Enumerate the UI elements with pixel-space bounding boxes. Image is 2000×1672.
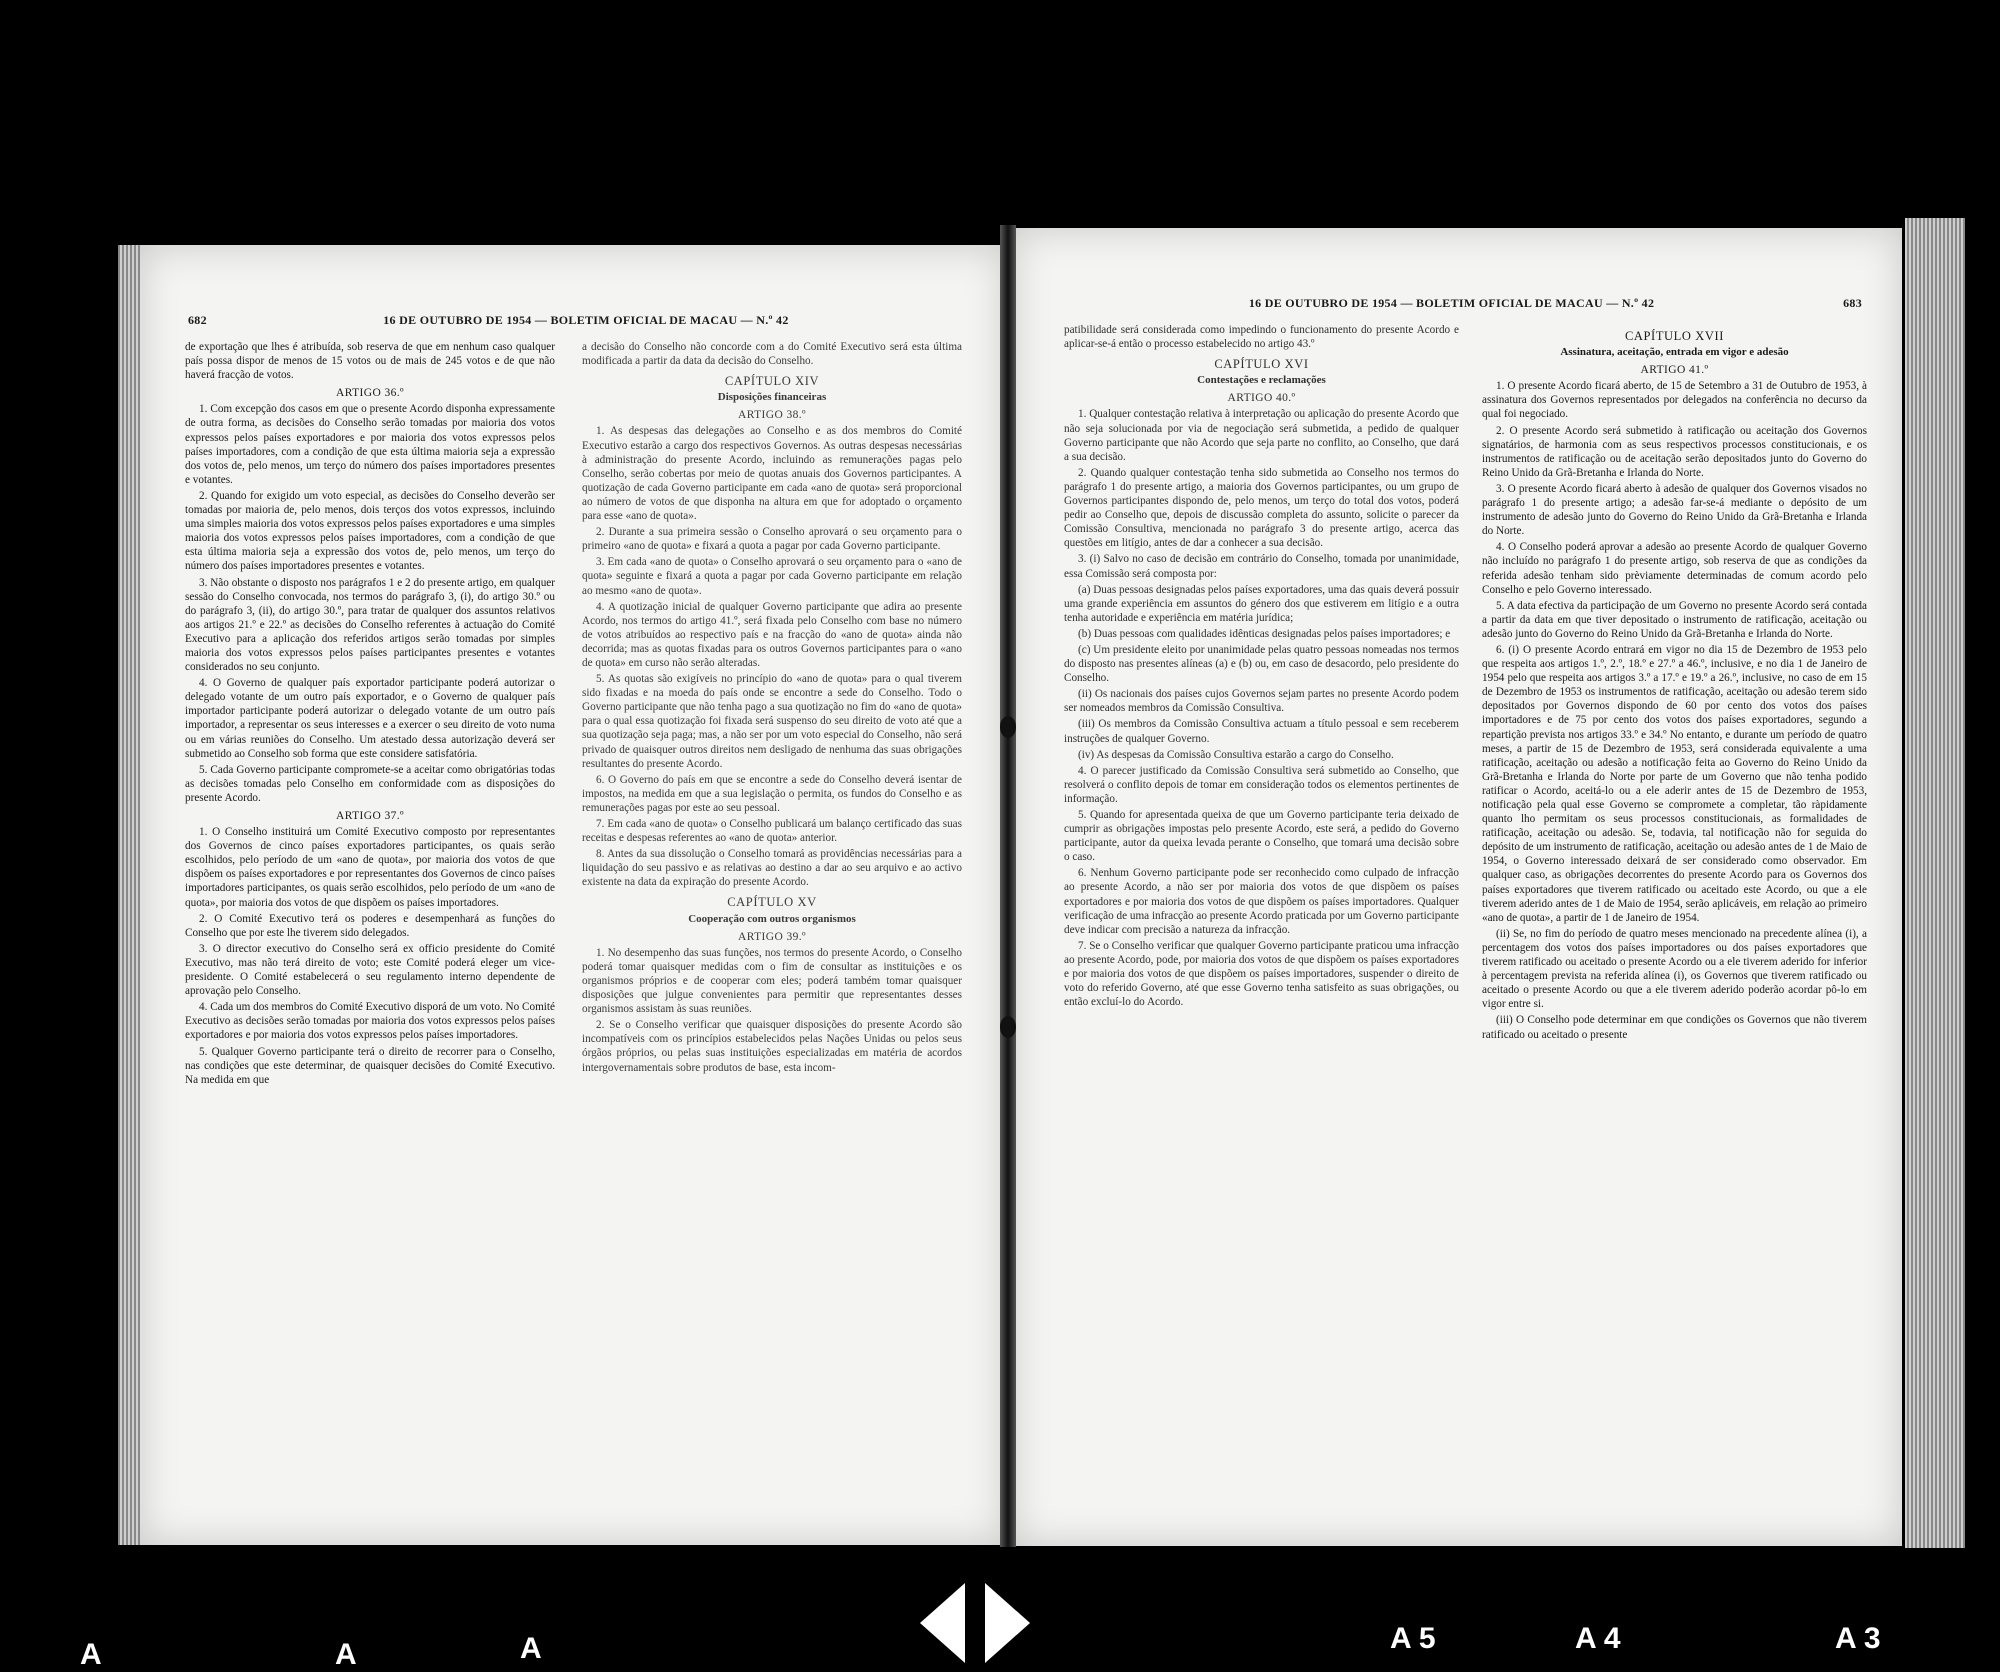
paragraph: 1. No desempenho das suas funções, nos termos do presente Acordo, o Conselho poderá tomar quaisquer medidas com o fim de consultar as instituições e os organismos próprios e de cooperar com eles; poderá também tomar quaisquer disposições que julgue convenientes para permitir que representantes desses organismos assistam às suas reuniões. <box>582 946 962 1016</box>
left-page-running-title: 16 DE OUTUBRO DE 1954 — BOLETIM OFICIAL DE MACAU — N.º 42 <box>383 313 789 327</box>
film-mark: A <box>335 1638 357 1671</box>
paragraph: 2. Quando for exigido um voto especial, as decisões do Conselho deverão ser tomadas por maioria de, pelo menos, dois terços dos votos expressos, incluindo uma simples maioria dos votos expressos pelos países exportadores e uma simples maioria dos votos expressos pelos países importadores, com a condição de que esta última maioria seja a expressão dos votos de, pelo menos, um terço do número dos países importadores presentes e votantes. <box>185 489 555 573</box>
paragraph: 3. Em cada «ano de quota» o Conselho aprovará o seu orçamento para o «ano de quota» seguinte e fixará a quota a pagar por cada Governo participante em relação ao mesmo «ano de quota». <box>582 556 962 597</box>
paragraph: 4. O Conselho poderá aprovar a adesão ao presente Acordo de qualquer Governo não incluído no parágrafo 1 do presente artigo, sob reserva de que as condições da referida adesão tenham sido prèviamente determinadas de comum acordo pelo Conselho e pelo Governo interessado. <box>1482 541 1867 596</box>
paragraph: a decisão do Conselho não concorde com a do Comité Executivo será esta última modificada a partir da data da decisão do Conselho. <box>582 341 962 368</box>
paragraph: 3. (i) Salvo no caso de decisão em contrário do Conselho, tomada por unanimidade, essa Comissão será composta por: <box>1064 553 1459 580</box>
paragraph: 1. As despesas das delegações ao Conselho e as dos membros do Comité Executivo estarão a cargo dos respectivos Governos. As outras despesas necessárias à administração do presente Acordo, incluindo as remunerações pagas pelo Conselho, serão cobertas por meio de quotas anuais dos Governos participantes. A quotização de cada Governo participante em cada «ano de quota» será proporcional ao número de votos de que disponha na altura em que for adoptado o orçamento para esse «ano de quota». <box>582 425 962 523</box>
paragraph: 4. A quotização inicial de qualquer Governo participante que adira ao presente Acordo, nos termos do artigo 41.º, será fixada pelo Conselho com base no número de votos atribuídos ao respectivo país e na fracção do «ano de quota» ainda não decorrida; mas as quotas fixadas para os outros Governos participantes para o «ano de quota» em curso não serão alteradas. <box>582 600 962 669</box>
film-mark: A <box>80 1638 102 1671</box>
paragraph: 6. Nenhum Governo participante pode ser reconhecido como culpado de infracção ao presente Acordo, a não ser por maioria dos votos de que dispõem os países exportadores e por maioria dos votos de que dispõem os países importadores. Qualquer verificação de uma infracção ao presente Acordo praticada por um Governo participante deve indicar com precisão a natureza da infracção. <box>1064 867 1459 936</box>
paragraph: 7. Se o Conselho verificar que qualquer Governo participante praticou uma infracção ao presente Acordo, pode, por maioria dos votos de que dispõem os países exportadores e por maioria dos votos de que dispõem os países importadores, suspender o direito de voto do referido Governo, até que esse Governo tenha satisfeito as suas obrigações, ou então excluí-lo do Acordo. <box>1064 939 1459 1009</box>
paragraph: 5. Cada Governo participante compromete-se a aceitar como obrigatórias todas as decisões tomadas pelo Conselho em conformidade com as disposições do presente Acordo. <box>185 763 555 804</box>
paragraph: 8. Antes da sua dissolução o Conselho tomará as providências necessárias para a liquidação do seu passivo e as relativas ao destino a dar ao seu arquivo e ao activo existente na data da expiração do presente Acordo. <box>582 848 962 889</box>
paragraph: 4. Cada um dos membros do Comité Executivo disporá de um voto. No Comité Executivo as decisões serão tomadas por maioria dos votos expressos pelos países exportadores e por maioria dos votos expressos pelos países importadores. <box>185 1001 555 1042</box>
paragraph: 2. O presente Acordo será submetido à ratificação ou aceitação dos Governos signatários, de harmonia com as seus respectivos processos constitucionais, e os instrumentos de ratificação ou de aceitação serão depositados junto do Governo do Reino Unido da Grã-Bretanha e Irlanda do Norte. <box>1482 424 1867 479</box>
chapter-subheading: Cooperação com outros organismos <box>688 912 856 925</box>
paragraph: 5. Quando for apresentada queixa de que um Governo participante teria deixado de cumprir as obrigações impostas pelo presente Acordo, este será, a pedido do Governo participante, autor da queixa levada perante o Conselho, que tomará uma decisão sobre o caso. <box>1064 809 1459 864</box>
chapter-heading: CAPÍTULO XV <box>727 895 817 910</box>
left-page-header <box>188 313 965 328</box>
paragraph: 2. Durante a sua primeira sessão o Conselho aprovará o seu orçamento para o primeiro «ano de quota» e fixará a quota a pagar por cada Governo participante. <box>582 526 962 553</box>
chapter-heading: CAPÍTULO XIV <box>724 374 820 389</box>
paragraph: 3. Não obstante o disposto nos parágrafos 1 e 2 do presente artigo, em qualquer sessão do Conselho convocada, nos termos do parágrafo 3, (i), do artigo 30.º ou do parágrafo 3, (ii), do artigo 30.º, para tratar de qualquer dos assuntos relativos aos artigos 21.º e 22.º as decisões do Conselho referentes à actuação do Comité Executivo para a aplicação dos referidos artigos serão tomadas por simples maioria dos votos expressos pelos países participantes presentes e votantes considerados no seu conjunto. <box>185 576 555 674</box>
paragraph: 1. O presente Acordo ficará aberto, de 15 de Setembro a 31 de Outubro de 1953, à assinatura dos Governos representados por delegados na conferência no decurso da qual foi negociado. <box>1482 380 1867 421</box>
film-frame-arrow-left-icon <box>920 1583 965 1663</box>
paragraph: (c) Um presidente eleito por unanimidade pelas quatro pessoas nomeadas nos termos do disposto nas presentes alíneas (a) e (b) ou, em caso de desacordo, pelo presidente do Conselho. <box>1064 643 1459 685</box>
paragraph: 2. Se o Conselho verificar que quaisquer disposições do presente Acordo são incompatíveis com os princípios estabelecidos pelas Nações Unidas ou pelos seus órgãos próprios, ou pelas suas instituições especializadas em matéria de acordos intergovernamentais sobre produtos de base, esta incom- <box>582 1019 962 1074</box>
film-mark: A 5 <box>1390 1622 1436 1655</box>
paragraph: 1. O Conselho instituirá um Comité Executivo composto por representantes dos Governos de cinco países exportadores participantes, os quais serão escolhidos, pelo período de um «ano de quota», por maioria dos votos de que dispõem os países exportadores e por representantes dos Governos de cinco países importadores participantes, os quais serão escolhidos, pelo período de um «ano de quota», por maioria dos votos de que dispõem os países importadores. <box>185 826 555 909</box>
paragraph: 1. Qualquer contestação relativa à interpretação ou aplicação do presente Acordo que não seja solucionada por via de negociação será submetida, a pedido de qualquer Governo participante que não Acordo que seja parte no conflito, ao Conselho, que dará a sua decisão. <box>1064 408 1459 463</box>
paragraph: 4. O Governo de qualquer país exportador participante poderá autorizar o delegado votante de um outro país exportador, e o Governo de qualquer país importador participante poderá autorizar o delegado votante de um outro país importador, a representar os seus interesses e a exercer o seu direito de voto numa ou em várias reuniões do Conselho. Um atestado dessa autorização deverá ser submetido ao Conselho sob forma que este considere satisfatória. <box>185 677 555 760</box>
paragraph: (b) Duas pessoas com qualidades idênticas designadas pelos países importadores; e <box>1078 627 1451 640</box>
article-heading: ARTIGO 39.º <box>738 930 806 943</box>
book-gutter <box>1000 225 1016 1547</box>
paragraph: 3. O presente Acordo ficará aberto à adesão de qualquer dos Governos visados no parágrafo 1 do presente artigo; a adesão far-se-á mediante o depósito de um instrumento de adesão junto do Governo do Reino Unido da Grã-Bretanha e Irlanda do Norte. <box>1482 482 1867 538</box>
article-heading: ARTIGO 41.º <box>1640 364 1709 377</box>
paragraph: 2. O Comité Executivo terá os poderes e desempenhará as funções do Conselho que por este lhe tiverem sido delegados. <box>185 912 555 939</box>
paragraph: 7. Em cada «ano de quota» o Conselho publicará um balanço certificado das suas receitas e despesas referentes ao «ano de quota» anterior. <box>582 818 962 845</box>
article-heading: ARTIGO 38.º <box>738 409 806 422</box>
paragraph: (a) Duas pessoas designadas pelos países exportadores, uma das quais deverá possuir uma grande experiência em assuntos do género dos que estiverem em litígio e a outra tenha autoridade e experiência em matéria jurídica; <box>1064 583 1459 624</box>
binding-hole <box>1000 716 1016 738</box>
article-heading: ARTIGO 40.º <box>1227 392 1296 405</box>
paragraph: 1. Com excepção dos casos em que o presente Acordo disponha expressamente de outra forma, as decisões do Conselho serão tomadas por maioria dos votos expressos pelos países exportadores e por maioria dos votos expressos pelos países importadores, com a condição de que esta última maioria seja a expressão dos votos de, pelo menos, um terço do número dos países importadores presentes e votantes. <box>185 403 555 486</box>
paragraph: 5. A data efectiva da participação de um Governo no presente Acordo será contada a partir da data em que tiver depositado o instrumento de ratificação, aceitação ou adesão junto do Governo do Reino Unido da Grã-Bretanha e Irlanda do Norte. <box>1482 599 1867 640</box>
paragraph: 6. O Governo do país em que se encontre a sede do Conselho deverá isentar de impostos, na medida em que a sua legislação o permita, os fundos do Conselho e as remunerações pagas por este ao seu pessoal. <box>582 773 962 814</box>
chapter-subheading: Disposições financeiras <box>717 391 827 404</box>
paragraph: 6. (i) O presente Acordo entrará em vigor no dia 15 de Dezembro de 1953 pelo que respeita aos artigos 1.º, 2.º, 18.º e 27.º a 46.º, inclusive, e no dia 1 de Janeiro de 1954 pelo que respeita aos artigos 3.º a 17.º e 19.º a 26.º, inclusive, no caso de em 15 de Dezembro de 1953 os instrumentos de ratificação, aceitação ou adesão terem sido depositados por Governos dispondo de 60 por cento dos votos dos países importadores e de 75 por cento dos votos dos países exportadores, segundo a repartição prevista nos artigos 33.º e 34.º No entanto, e durante um período de quatro meses, a partir de 15 de Dezembro de 1953, será considerada equivalente a uma ratificação, aceitação ou adesão a notificação feita ao Governo do Reino Unido da Grã-Bretanha e Irlanda do Norte por parte de um Governo que não tenha podido ratificar o Acordo, aceitá-lo ou a ele aderir antes de 15 de Dezembro de 1953, notificação pela qual esse Governo se compromete a completar, tão ràpidamente quanto lho permitam os seus processos constitucionais, as formalidades de ratificação, aceitação ou adesão. Se, todavia, tal notificação não for seguida do depósito de um instrumento de ratificação, aceitação ou adesão antes de 1 de Maio de 1954, o Governo interessado deixará de ser considerado como observador. Em qualquer caso, as obrigações decorrentes do presente Acordo para os Governos dos países exportadores que tiverem ratificado ou aceitado este Acordo, ou que a ele tiverem aderido antes de 1 de Maio de 1954, serão aplicáveis, em relação ao primeiro «ano de quota», a partir de 1 de Janeiro de 1954. <box>1482 643 1867 924</box>
right-page-running-title: 16 DE OUTUBRO DE 1954 — BOLETIM OFICIAL DE MACAU — N.º 42 <box>1248 296 1655 310</box>
right-page-number: 683 <box>1843 296 1862 310</box>
left-page-column-1 <box>185 340 555 1089</box>
paragraph: (ii) Se, no fim do período de quatro meses mencionado na precedente alínea (i), a percentagem dos votos dos países importadores ou dos países exportadores que tiverem ratificado ou aceitado o presente Acordo ou a ele tiverem aderido for inferior à percentagem prevista na referida alínea (i), os Governos que tiverem ratificado ou aceitado o presente Acordo ou que a ele tiverem aderido poderão acordar pô-lo em vigor entre si. <box>1482 927 1867 1011</box>
book-left-page-edges <box>118 245 142 1545</box>
right-page-column-2 <box>1482 323 1867 1044</box>
right-page-column-1 <box>1064 323 1459 1011</box>
right-page-header <box>1060 296 1862 311</box>
paragraph: de exportação que lhes é atribuída, sob reserva de que em nenhum caso qualquer país possa dispor de menos de 15 votos ou de mais de 245 votos e de que não haverá fracção de votos. <box>185 341 555 382</box>
film-mark: A 4 <box>1575 1622 1621 1655</box>
article-heading: ARTIGO 37.º <box>336 810 404 822</box>
paragraph: 5. As quotas são exigíveis no princípio do «ano de quota» para o qual tiverem sido fixadas e na moeda do país onde se encontre a sede do Conselho. Todo o Governo participante que não tenha pago a sua quotização no fim do «ano de quota» para o qual essa quotização foi fixada será suspenso do seu direito de voto até que a sua quotização seja paga; mas, a não ser por um voto especial do Conselho, não será privado de quaisquer outros direitos nem desligado de nenhuma das suas obrigações resultantes do presente Acordo. <box>582 673 962 770</box>
paragraph: 4. O parecer justificado da Comissão Consultiva será submetido ao Conselho, que resolverá o conflito depois de tomar em consideração todos os elementos pertinentes de informação. <box>1064 764 1459 805</box>
film-frame-arrow-right-icon <box>985 1583 1030 1663</box>
binding-hole <box>1000 1016 1016 1038</box>
film-mark: A 3 <box>1835 1622 1881 1655</box>
paragraph: (iii) Os membros da Comissão Consultiva actuam a título pessoal e sem receberem instruções de qualquer Governo. <box>1064 718 1459 745</box>
chapter-subheading: Contestações e reclamações <box>1197 374 1326 387</box>
left-page <box>140 245 1005 1545</box>
chapter-heading: CAPÍTULO XVII <box>1624 329 1725 343</box>
paragraph: 5. Qualquer Governo participante terá o direito de recorrer para o Conselho, nas condições que este determinar, de quaisquer decisões do Comité Executivo. Na medida em que <box>185 1045 555 1086</box>
paragraph: (ii) Os nacionais dos países cujos Governos sejam partes no presente Acordo podem ser nomeados membros da Comissão Consultiva. <box>1064 688 1459 715</box>
left-page-number: 682 <box>188 313 207 327</box>
film-mark: A <box>520 1632 542 1665</box>
paragraph: patibilidade será considerada como impedindo o funcionamento do presente Acordo e aplicar-se-á então o processo estabelecido no artigo 43.º <box>1064 324 1459 351</box>
chapter-subheading: Assinatura, aceitação, entrada em vigor e adesão <box>1560 346 1789 359</box>
paragraph: 2. Quando qualquer contestação tenha sido submetida ao Conselho nos termos do parágrafo 1 do presente artigo, a maioria dos Governos participantes, ou um grupo de Governos participantes dispondo de, pelo menos, um terço do total dos votos, poderá pedir ao Conselho que, depois de discussão completa do assunto, solicite o parecer da Comissão Consultiva, mencionada no parágrafo 3 do presente artigo, acerca das questões em litígio, antes de dar a conhecer a sua decisão. <box>1064 466 1459 550</box>
paragraph: 3. O director executivo do Conselho será ex officio presidente do Comité Executivo, mas não terá direito de voto; este Comité poderá eleger um vice-presidente. O Comité estabelecerá o seu regulamento interno dependente de aprovação pelo Conselho. <box>185 942 555 998</box>
paragraph: (iii) O Conselho pode determinar em que condições os Governos que não tiverem ratificado ou aceitado o presente <box>1482 1014 1867 1041</box>
article-heading: ARTIGO 36.º <box>336 387 404 400</box>
book-right-page-edges <box>1905 218 1965 1548</box>
right-page <box>1012 228 1902 1546</box>
chapter-heading: CAPÍTULO XVI <box>1214 357 1309 372</box>
left-page-column-2 <box>582 340 962 1077</box>
paragraph: (iv) As despesas da Comissão Consultiva estarão a cargo do Conselho. <box>1078 748 1394 761</box>
